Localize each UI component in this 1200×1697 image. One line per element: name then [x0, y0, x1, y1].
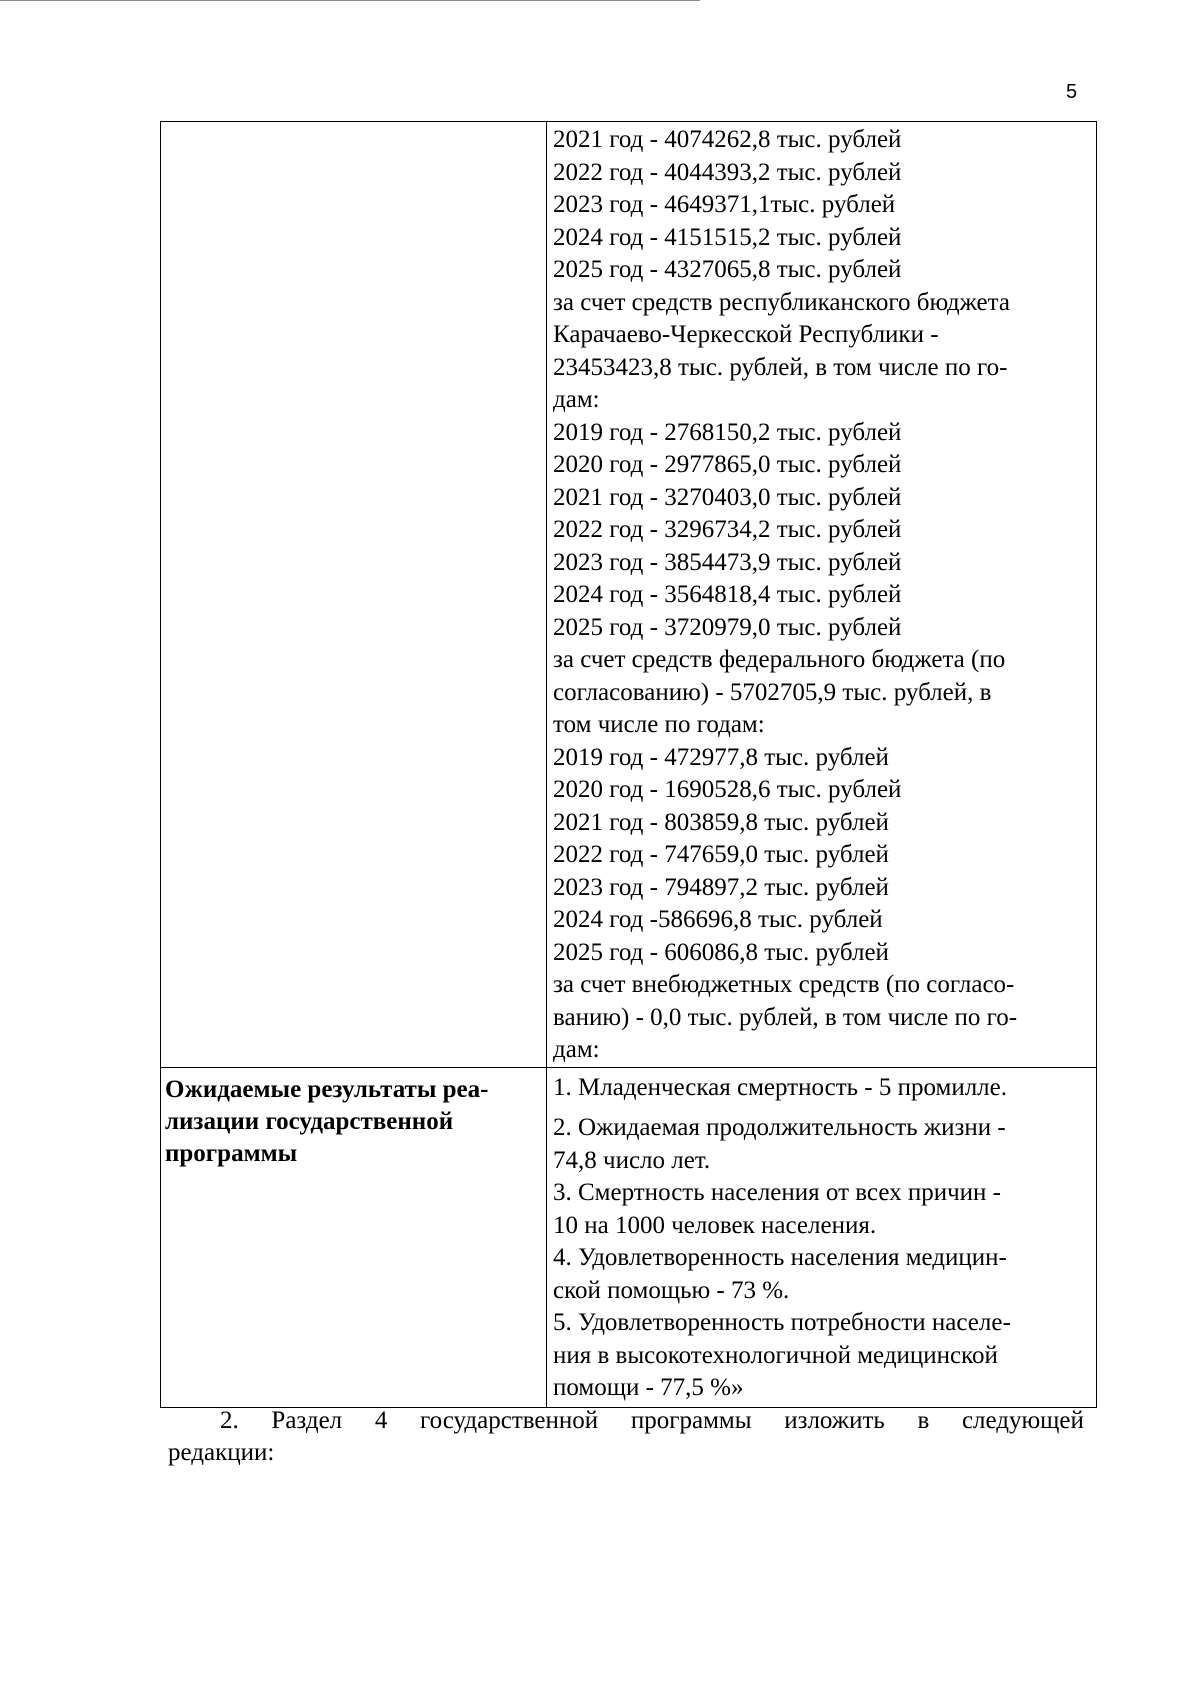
funding-source-line: дам:	[553, 1036, 600, 1063]
funding-source-line: том числе по годам:	[553, 711, 765, 738]
results-label-line: программы	[165, 1139, 298, 1167]
funding-line: 2022 год - 3296734,2 тыс. рублей	[553, 516, 902, 543]
results-label-line: лизации государственной	[165, 1107, 454, 1135]
results-label	[161, 1068, 546, 1170]
result-item: ской помощью - 73 %.	[553, 1276, 790, 1304]
page-number: 5	[1066, 81, 1078, 103]
funding-source-line: Карачаево-Черкесской Республики -	[553, 321, 939, 348]
scan-edge	[0, 0, 700, 1]
program-table	[160, 121, 1097, 1408]
funding-line: 2024 год - 3564818,4 тыс. рублей	[553, 581, 902, 608]
result-item: 2. Ожидаемая продолжительность жизни -	[553, 1114, 1006, 1141]
section-paragraph	[168, 1405, 1084, 1469]
funding-line: 2019 год - 2768150,2 тыс. рублей	[553, 418, 902, 446]
funding-line: 2022 год - 747659,0 тыс. рублей	[553, 841, 889, 868]
funding-line: 2020 год - 1690528,6 тыс. рублей	[553, 776, 902, 803]
funding-line: 2019 год - 472977,8 тыс. рублей	[553, 743, 889, 771]
paragraph-line-2: редакции:	[168, 1439, 275, 1466]
funding-line: 2023 год - 794897,2 тыс. рублей	[553, 873, 889, 901]
results-values-cell	[547, 1067, 1097, 1407]
result-item: ния в высокотехнологичной медицинской	[553, 1341, 998, 1369]
paragraph-word: государственной	[419, 1407, 599, 1434]
funding-source-line: согласованию) - 5702705,9 тыс. рублей, в	[553, 678, 992, 706]
result-item: 1. Младенческая смертность - 5 промилле.	[553, 1073, 1008, 1101]
funding-label-cell	[161, 122, 547, 1068]
funding-line: 2021 год - 803859,8 тыс. рублей	[553, 808, 889, 836]
paragraph-word: в	[917, 1407, 930, 1434]
funding-line: 2025 год - 4327065,8 тыс. рублей	[553, 256, 902, 283]
funding-row	[161, 122, 1097, 1068]
funding-line: 2024 год -586696,8 тыс. рублей	[553, 906, 883, 933]
funding-line: 2021 год - 4074262,8 тыс. рублей	[553, 126, 902, 153]
results-label-cell	[161, 1067, 547, 1407]
result-item: 74,8 число лет.	[553, 1146, 711, 1174]
paragraph-word: 4	[374, 1407, 388, 1434]
funding-line: 2025 год - 3720979,0 тыс. рублей	[553, 613, 902, 641]
paragraph-word: Раздел	[271, 1407, 343, 1434]
result-item: 3. Смертность населения от всех причин -	[553, 1179, 1001, 1206]
paragraph-word: следующей	[961, 1407, 1084, 1434]
result-item: помощи - 77,5 %»	[553, 1374, 744, 1401]
results-label-line: Ожидаемые результаты реа-	[165, 1075, 489, 1103]
paragraph-word: программы	[630, 1407, 752, 1434]
funding-values-cell	[547, 122, 1097, 1068]
paragraph-number: 2.	[220, 1407, 239, 1434]
funding-source-line: за счет внебюджетных средств (по согласо-	[553, 971, 1015, 998]
paragraph-line-1	[168, 1405, 1084, 1437]
result-item: 10 на 1000 человек населения.	[553, 1211, 877, 1239]
results-row	[161, 1067, 1097, 1407]
funding-source-line: 23453423,8 тыс. рублей, в том числе по го-	[553, 353, 1008, 381]
result-item: 4. Удовлетворенность населения медицин-	[553, 1244, 1007, 1271]
funding-line: 2024 год - 4151515,2 тыс. рублей	[553, 223, 902, 251]
result-item: 5. Удовлетворенность потребности населе-	[553, 1309, 1011, 1336]
funding-source-line: дам:	[553, 386, 600, 413]
funding-source-line: ванию) - 0,0 тыс. рублей, в том числе по го-	[553, 1003, 1018, 1031]
funding-line: 2022 год - 4044393,2 тыс. рублей	[553, 158, 902, 186]
paragraph-word: изложить	[784, 1407, 885, 1434]
funding-line: 2020 год - 2977865,0 тыс. рублей	[553, 451, 902, 478]
funding-line: 2023 год - 4649371,1тыс. рублей	[553, 191, 896, 218]
funding-line: 2023 год - 3854473,9 тыс. рублей	[553, 548, 902, 576]
funding-source-line: за счет средств федерального бюджета (по	[553, 646, 1006, 673]
funding-line: 2021 год - 3270403,0 тыс. рублей	[553, 483, 902, 511]
funding-line: 2025 год - 606086,8 тыс. рублей	[553, 938, 889, 966]
funding-source-line: за счет средств республиканского бюджета	[553, 288, 1010, 316]
